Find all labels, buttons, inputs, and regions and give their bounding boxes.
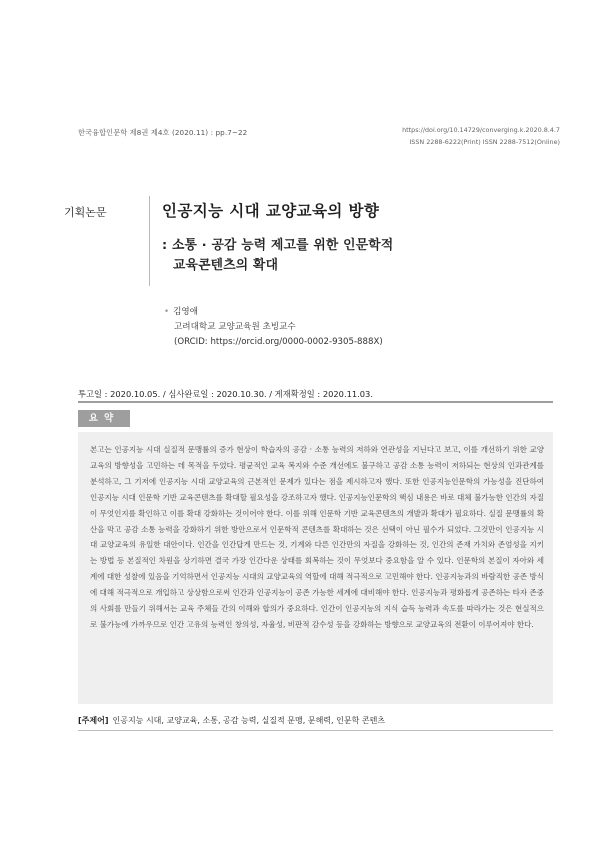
article-category: 기획논문 (64, 206, 107, 219)
journal-info: 한국융합인문학 제8권 제4호 (2020.11) : pp.7~22 (78, 128, 248, 137)
subtitle-line-2: 교육콘텐츠의 확대 (173, 258, 279, 273)
title-divider (149, 196, 150, 286)
author-affiliation: 고려대학교 교양교육원 초빙교수 (174, 321, 296, 332)
keywords-divider (78, 730, 553, 731)
author-name: 김영애 (173, 307, 198, 317)
author-block (164, 305, 383, 349)
author-bullet-icon: • (164, 307, 170, 317)
abstract-text: 본고는 인공지능 시대 실질적 문맹률의 증가 현상이 학습자의 공감 · 소통 능력의 저하와 연관성을 지닌다고 보고, 이를 개선하기 위한 교양교육의 방향성을 고민하는 데 목적을 두었다. 평균적인 교육 복지와 수준 개선에도 불구하고 공감 소통 능력이 저하되는 현상의 인과관계를 분석하고, 그 기저에 인공지능 시대 교양교육의 근본적인 문제가 있다는 점을 제시하고자 했다. 또한 인공지능인문학의 가능성을 진단하여 인공지능 시대 인문학 기반 교육콘텐츠를 확대할 필요성을 강조하고자 했다. 인공지능인문학의 핵심 내용은 바로 대체 불가능한 인간의 자질이 무엇인지를 확인하고 이를 확대 강화하는 것이어야 한다. 이를 위해 인문학 기반 교육콘텐츠의 개발과 확대가 필요하다. 실질 문맹률의 확산을 막고 공감 소통 능력을 강화하기 위한 방안으로서 인문학적 콘텐츠를 확대하는 것은 선택이 아닌 필수가 되었다. 그것만이 인공지능 시대 교양교육의 유일한 대안이다. 인간을 인간답게 만드는 것, 기계와 다른 인간만의 자질을 강화하는 것, 인간의 존재 가치와 존엄성을 지키는 방법 등 본질적인 차원을 상기하면 결국 가장 인간다운 상태를 회복하는 것이 무엇보다 중요함을 알 수 있다. 인문학의 본질이 자아와 세계에 대한 성찰에 있음을 기억하면서 인공지능 시대의 교양교육의 역할에 대해 적극적으로 고민해야 한다. 인공지능과의 바람직한 공존 방식에 대해 적극적으로 개입하고 상상함으로써 인간과 인공지능이 공존 가능한 세계에 대비해야 한다. 인공지능과 평화롭게 공존하는 타자 존중의 사회를 만들기 위해서는 교육 주체들 간의 이해와 합의가 중요하다. 인간이 인공지능의 지식 습득 능력과 속도를 따라가는 것은 현실적으로 불가능에 가까우므로 인간 고유의 능력인 창의성, 자율성, 비판적 감수성 등을 강화하는 방향으로 교양교육의 전환이 이루어져야 한다. (90, 445, 544, 629)
doi-block (402, 124, 560, 148)
article-title: 인공지능 시대 교양교육의 방향 (162, 202, 380, 220)
author-orcid[interactable]: (ORCID: https://orcid.org/0000-0002-9305-888X) (174, 336, 383, 347)
abstract-box (78, 432, 553, 704)
keywords-line (78, 715, 385, 726)
keywords-label: [주제어] (78, 716, 109, 725)
abstract-label: 요약 (78, 410, 130, 427)
doi-link[interactable]: https://doi.org/10.14729/converging.k.2020.8.4.7 (402, 126, 560, 134)
keywords-text: 인공지능 시대, 교양교육, 소통, 공감 능력, 실질적 문맹, 문해력, 인문학 콘텐츠 (112, 716, 386, 725)
dates-divider (78, 401, 553, 403)
submission-dates: 투고일 : 2020.10.05. / 심사완료일 : 2020.10.30. / 게재확정일 : 2020.11.03. (78, 389, 373, 399)
subtitle-line-1: : 소통 · 공감 능력 제고를 위한 인문학적 (162, 238, 394, 253)
article-subtitle (162, 236, 393, 276)
issn-text: ISSN 2288-6222(Print) ISSN 2288-7512(Online) (409, 138, 560, 146)
